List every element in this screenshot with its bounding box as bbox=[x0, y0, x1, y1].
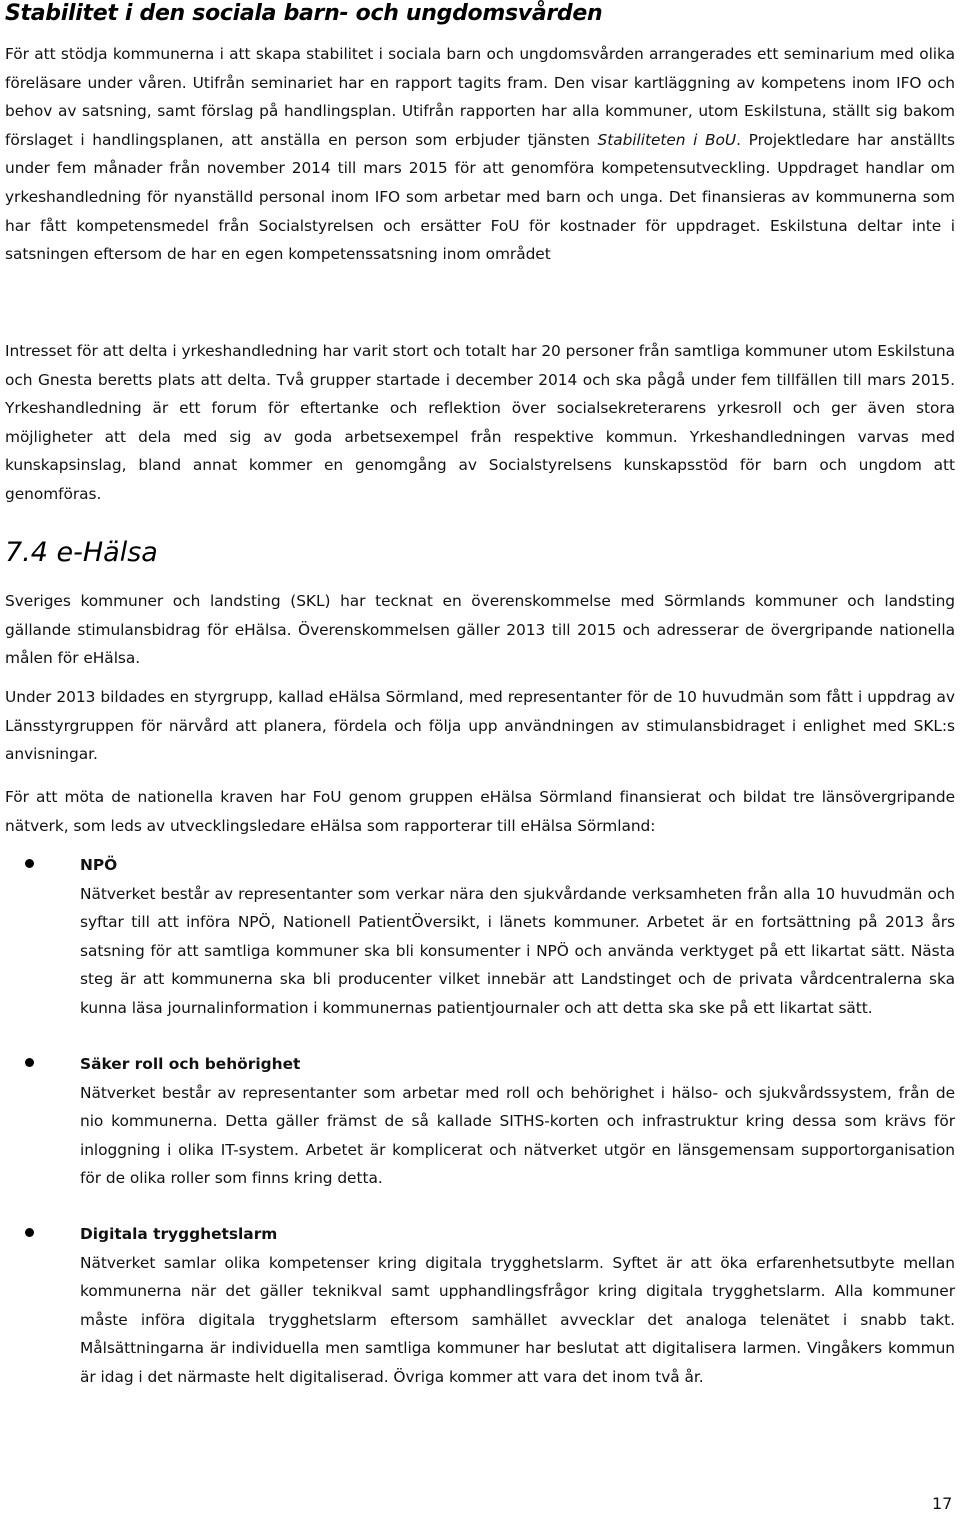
bullet-text: Nätverket består av representanter som arbetar med roll och behörighet i hälso- och sjukvårdssystem, från de nio kommunerna. Detta gäller främst de så kallade SITHS-korten och infrastruktur kring dessa som krävs för inloggning i olika IT-system. Arbetet är komplicerat och nätverket utgör en länsgemensam supportorganisation för de olika roller som finns kring detta. bbox=[80, 1083, 955, 1188]
intro-emphasis: Stabiliteten i BoU bbox=[597, 130, 737, 149]
intro-text-1: För att stödja kommunerna i att skapa stabilitet i sociala barn och ungdomsvården arrangerades ett seminarium med olika föreläsare under våren. Utifrån seminariet har en rapport tagits fram. Den visar kartläggning av kompetens inom IFO och behov av satsning, samt förslag på handlingsplan. Utifrån rapporten har alla kommuner, utom Eskilstuna, ställt sig bakom förslaget i handlingsplanen, att anställa en person som erbjuder tjänsten bbox=[5, 45, 955, 149]
paragraph-yrkeshandledning: Intresset för att delta i yrkeshandledning har varit stort och totalt har 20 personer från samtliga kommuner utom Eskilstuna och Gnesta beretts plats att delta. Två grupper startade i december 2014 och ska pågå under fem tillfällen till mars 2015. Yrkeshandledning är ett forum för eftertanke och reflektion över socialsekreterarens yrkesroll och ger även stora möjligheter att dela med sig av goda arbetsexempel från respektive kommun. Yrkeshandledningen varvas med kunskapsinslag, bland annat kommer en genomgång av Socialstyrelsens kunskapsstöd för barn och ungdom att genomföras. bbox=[5, 342, 955, 503]
bullet-icon bbox=[25, 859, 34, 868]
bullet-text: Nätverket samlar olika kompetenser kring digitala trygghetslarm. Syftet är att öka erfarenhetsutbyte mellan kommunerna när det gäller teknikval samt upphandlingsfrågor kring digitala trygghetslarm. Alla kommuner måste införa digitala trygghetslarm eftersom samhället avvecklar det analoga telenätet i snabb takt. Målsättningarna är individuella men samtliga kommuner har beslutat att digitalisera larmen. Vingåkers kommun är idag i det närmaste helt digitaliserad. Övriga kommer att vara det inom två år. bbox=[80, 1253, 955, 1386]
intro-text-2: . Projektledare har anställts under fem månader från november 2014 till mars 2015 för att genomföra kompetensutveckling. Uppdraget handlar om yrkeshandledning för nyanställd personal inom IFO som arbetar med barn och unga. Det finansieras av kommunerna som har fått kompetensmedel från Socialstyrelsen och ersätter FoU för kostnader för uppdraget. Eskilstuna deltar inte i satsningen eftersom de har en egen kompetenssatsning inom området bbox=[5, 130, 955, 264]
paragraph-natverk: För att möta de nationella kraven har FoU genom gruppen eHälsa Sörmland finansierat och bildat tre länsövergripande nätverk, som leds av utvecklingsledare eHälsa som rapporterar till eHälsa Sörmland: bbox=[5, 788, 955, 835]
document-title: Stabilitet i den sociala barn- och ungdomsvården bbox=[5, 1, 603, 26]
bullet-text: Nätverket består av representanter som verkar nära den sjukvårdande verksamheten från alla 10 huvudmän och syftar till att införa NPÖ, Nationell PatientÖversikt, i länets kommuner. Arbetet är en fortsättning på 2013 års satsning för att samtliga kommuner ska bli konsumenter i NPÖ och använda verktyget på ett likartat sätt. Nästa steg är att kommunerna ska bli producenter vilket innebär att Landstinget och de privata vårdcentralerna ska kunna läsa journalinformation i kommunernas patientjournaler och att detta ska ske på ett likartat sätt. bbox=[80, 884, 955, 1017]
bullet-title: Digitala trygghetslarm bbox=[80, 1225, 278, 1243]
intro-paragraph bbox=[5, 40, 955, 269]
paragraph-styrgrupp: Under 2013 bildades en styrgrupp, kallad eHälsa Sörmland, med representanter för de 10 huvudmän som fått i uppdrag av Länsstyrgruppen för närvård att planera, fördela och följa upp användningen av stimulansbidraget i enlighet med SKL:s anvisningar. bbox=[5, 688, 955, 764]
page-number: 17 bbox=[932, 1494, 953, 1513]
bullet-icon bbox=[25, 1228, 34, 1237]
bullet-title: NPÖ bbox=[80, 856, 118, 874]
section-heading: 7.4 e-Hälsa bbox=[5, 537, 158, 568]
bullet-title: Säker roll och behörighet bbox=[80, 1055, 301, 1073]
paragraph-skl: Sveriges kommuner och landsting (SKL) har tecknat en överenskommelse med Sörmlands kommuner och landsting gällande stimulansbidrag för eHälsa. Överenskommelsen gäller 2013 till 2015 och adresserar de övergripande nationella målen för eHälsa. bbox=[5, 592, 955, 668]
bullet-icon bbox=[25, 1058, 34, 1067]
